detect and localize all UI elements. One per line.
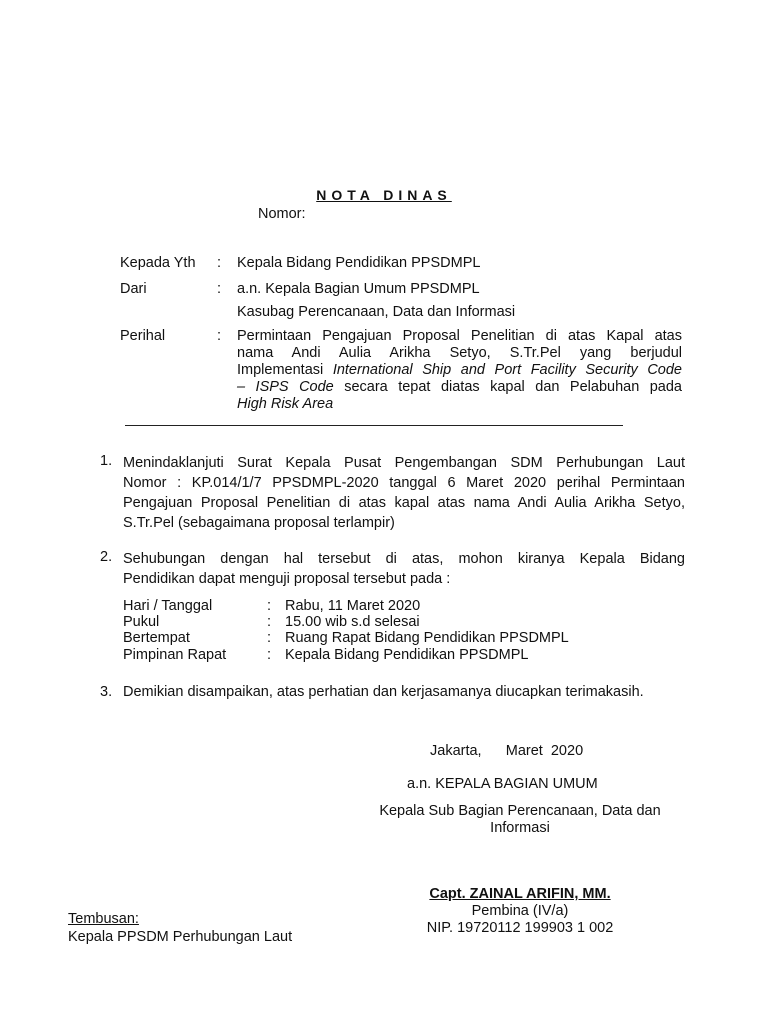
kepada-label: Kepada Yth [120, 255, 196, 271]
paragraph-line: Menindaklanjuti Surat Kepala Pusat Pengembangan SDM Perhubungan Laut [123, 455, 685, 471]
perihal-line [237, 379, 682, 396]
detail-value-bertempat: Ruang Rapat Bidang Pendidikan PPSDMPL [285, 630, 569, 646]
perihal-text-segment: secara tepat diatas kapal dan Pelabuhan pada [333, 379, 683, 395]
detail-label-bertempat: Bertempat [123, 630, 190, 646]
dari-colon: : [217, 281, 222, 297]
header-divider [125, 425, 623, 426]
perihal-line: Permintaan Pengajuan Proposal Penelitian di atas Kapal atas [237, 328, 682, 344]
signatory-position-line2: Informasi [490, 820, 550, 836]
signatory-rank: Pembina (IV/a) [471, 903, 569, 919]
signatory-name: Capt. ZAINAL ARIFIN, MM. [429, 886, 611, 902]
perihal-colon: : [217, 328, 222, 344]
detail-label-pimpinan: Pimpinan Rapat [123, 647, 227, 663]
detail-label-pukul: Pukul [123, 614, 160, 630]
perihal-italic-segment: High Risk Area [237, 396, 334, 412]
paragraph-3-number: 3. [100, 684, 113, 700]
signatory-position-line1: Kepala Sub Bagian Perencanaan, Data dan [379, 803, 661, 819]
paragraph-2 [123, 549, 685, 589]
detail-label-hari: Hari / Tanggal [123, 598, 213, 614]
paragraph-3: Demikian disampaikan, atas perhatian dan kerjasamanya diucapkan terimakasih. [123, 684, 644, 700]
dari-label: Dari [120, 281, 147, 297]
detail-value-hari: Rabu, 11 Maret 2020 [285, 598, 421, 614]
perihal-line [237, 396, 682, 413]
perihal-italic-segment: – ISPS Code [237, 379, 334, 395]
perihal-line [237, 362, 682, 379]
perihal-label: Perihal [120, 328, 166, 344]
signatory-nip: NIP. 19720112 199903 1 002 [426, 920, 614, 936]
paragraph-line: S.Tr.Pel (sebagaimana proposal terlampir) [123, 515, 395, 531]
detail-colon: : [267, 647, 272, 663]
kepada-colon: : [217, 255, 222, 271]
dari-value-line2: Kasubag Perencanaan, Data dan Informasi [237, 304, 516, 320]
document-title: NOTA DINAS [316, 187, 452, 203]
paragraph-line: Pengajuan Proposal Penelitian di atas kapal atas nama Andi Aulia Arikha Setyo, [123, 495, 685, 511]
perihal-text-segment: Implementasi [237, 362, 333, 378]
nomor-label: Nomor: [258, 206, 306, 222]
paragraph-1-number: 1. [100, 453, 113, 469]
on-behalf: a.n. KEPALA BAGIAN UMUM [407, 776, 598, 792]
perihal-line: nama Andi Aulia Arikha Setyo, S.Tr.Pel yang berjudul [237, 345, 682, 361]
paragraph-2-number: 2. [100, 549, 113, 565]
paragraph-line: Nomor : KP.014/1/7 PPSDMPL-2020 tanggal 6 Maret 2020 perihal Permintaan [123, 475, 685, 491]
detail-value-pimpinan: Kepala Bidang Pendidikan PPSDMPL [285, 647, 529, 663]
detail-colon: : [267, 630, 272, 646]
perihal-italic-segment: International Ship and Port Facility Security Code [332, 362, 682, 378]
kepada-value: Kepala Bidang Pendidikan PPSDMPL [237, 255, 481, 271]
detail-colon: : [267, 598, 272, 614]
detail-colon: : [267, 614, 272, 630]
paragraph-1 [123, 453, 685, 533]
tembusan-item: Kepala PPSDM Perhubungan Laut [68, 929, 293, 945]
paragraph-line: Sehubungan dengan hal tersebut di atas, mohon kiranya Kepala Bidang [123, 551, 685, 567]
place-date: Jakarta, Maret 2020 [430, 743, 584, 759]
dari-value: a.n. Kepala Bagian Umum PPSDMPL [237, 281, 480, 297]
detail-value-pukul: 15.00 wib s.d selesai [285, 614, 420, 630]
perihal-text [237, 328, 682, 413]
tembusan-label: Tembusan: [68, 911, 139, 927]
paragraph-line: Pendidikan dapat menguji proposal tersebut pada : [123, 571, 451, 587]
